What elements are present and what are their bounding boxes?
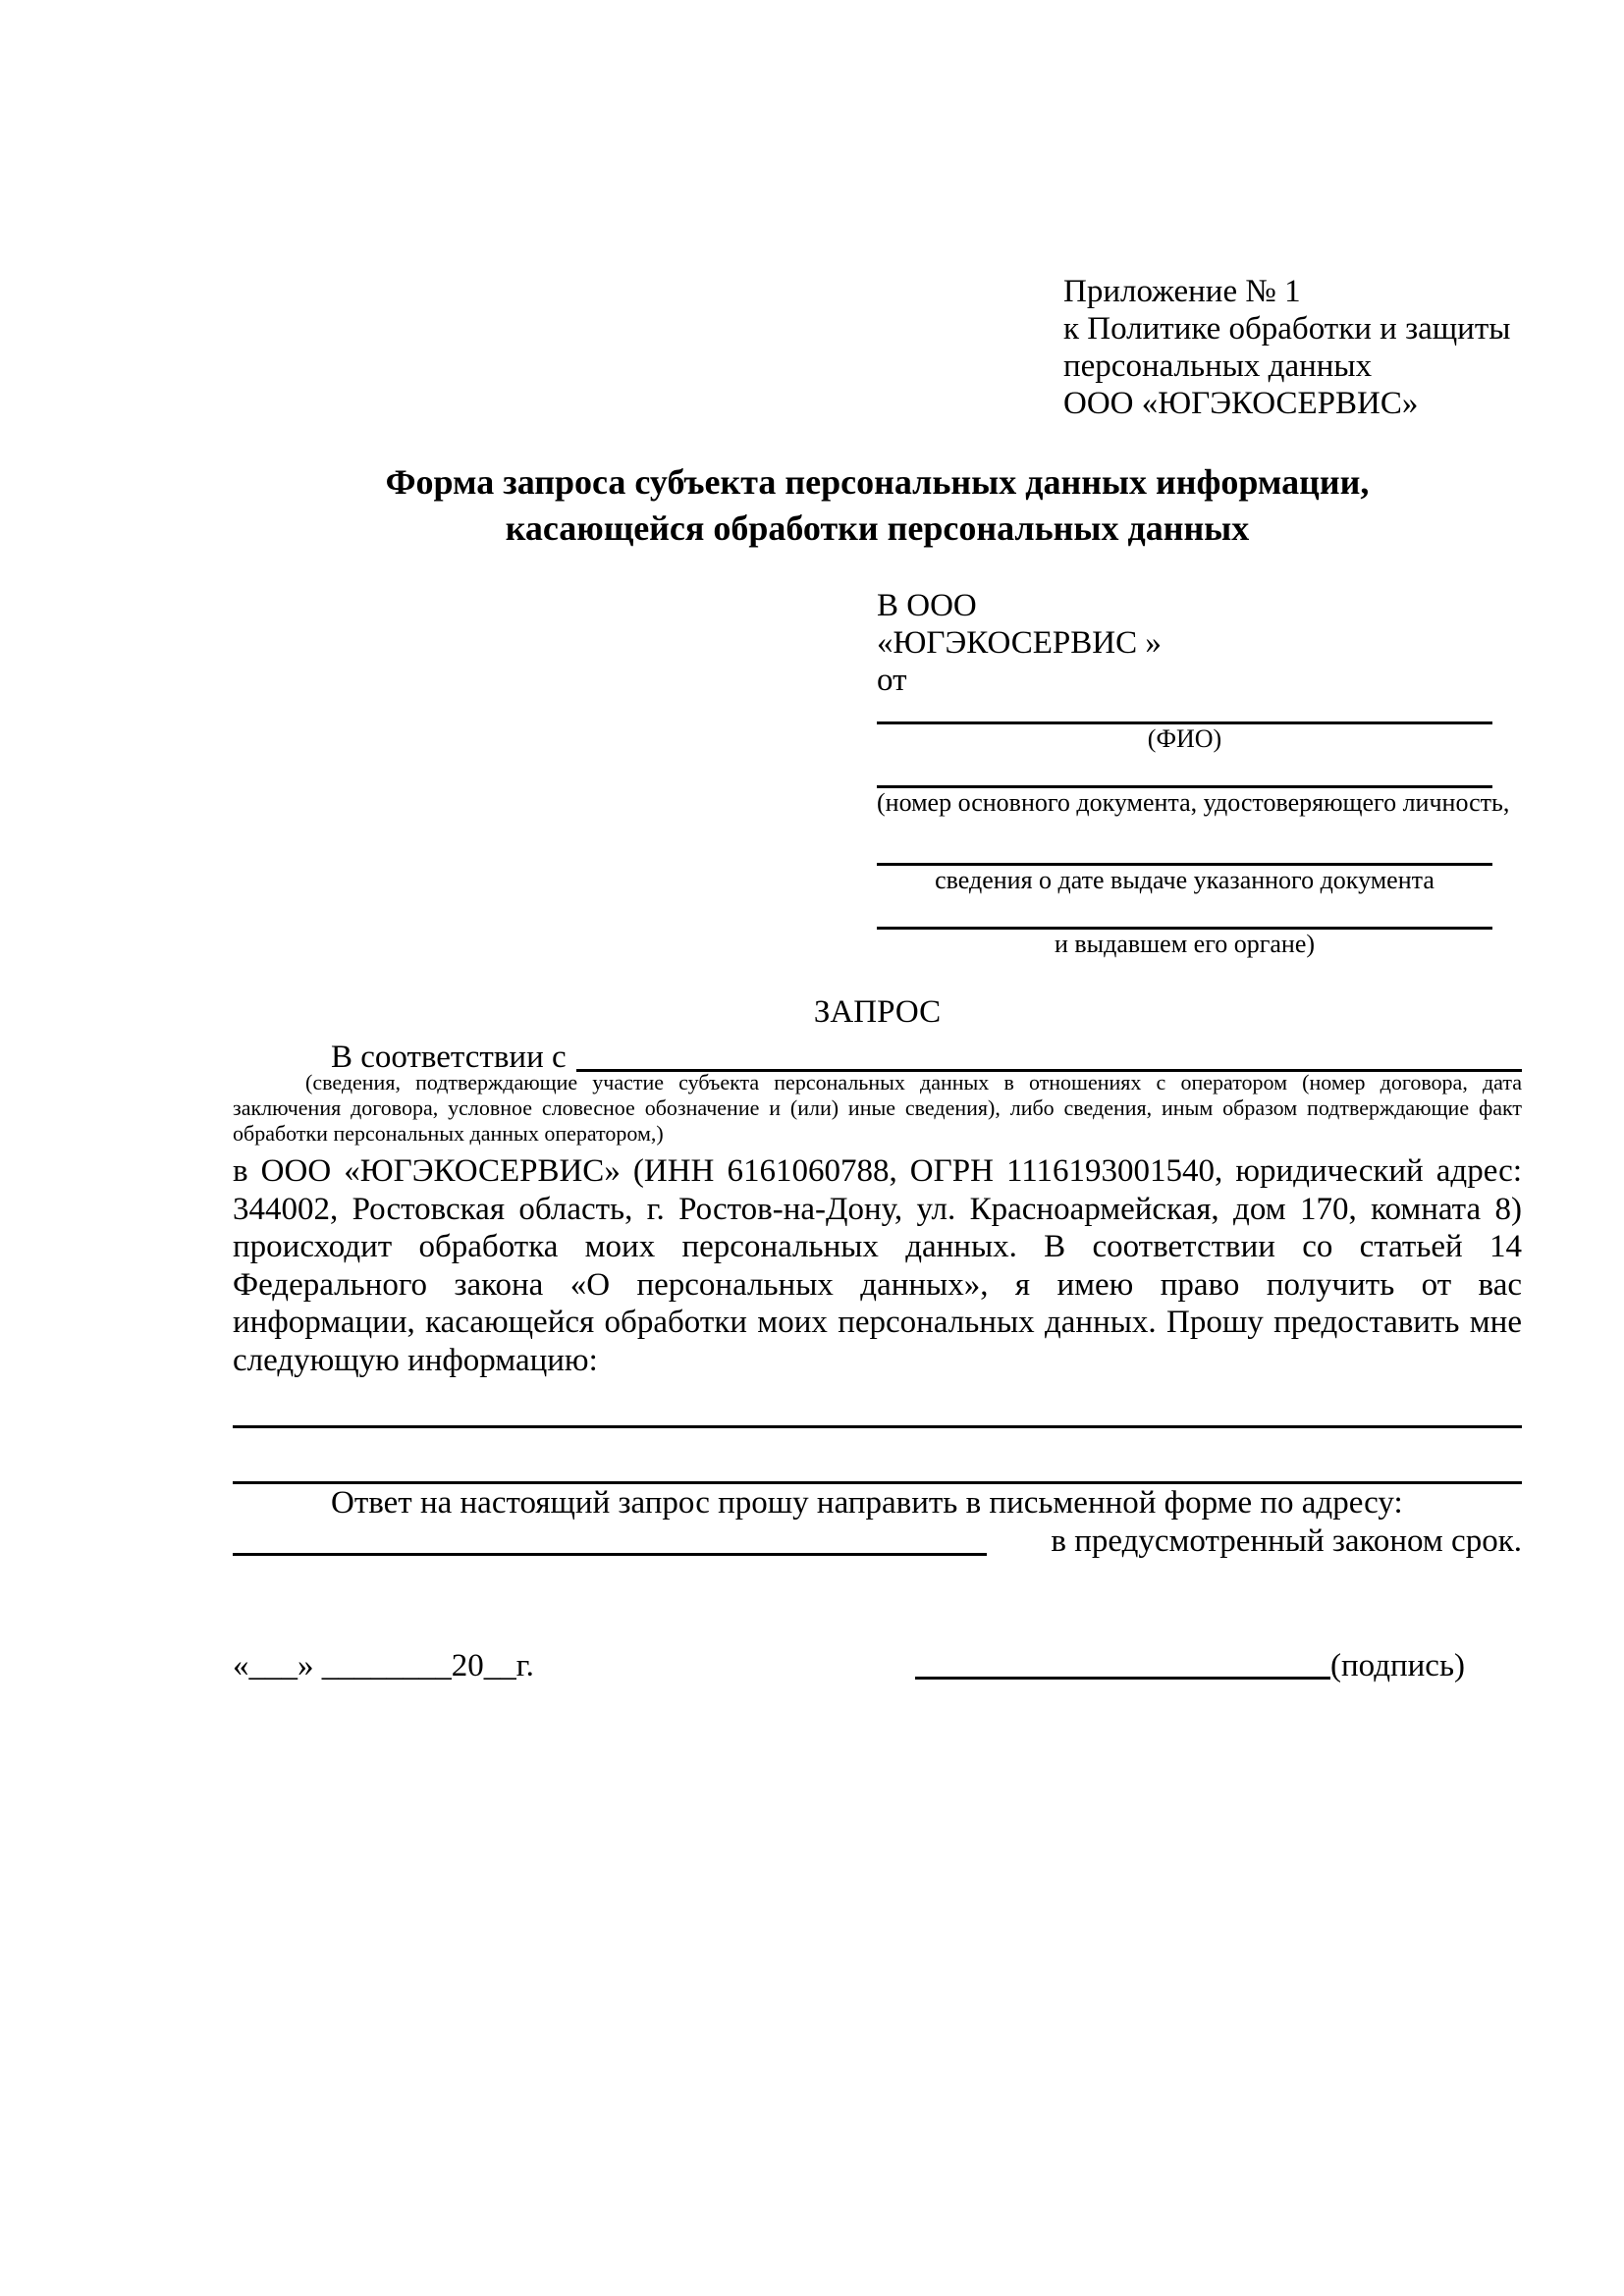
addressee-from-label: от (877, 663, 907, 698)
appendix-block (1063, 273, 1510, 422)
doc-issuer-caption: и выдавшем его органе) (1054, 930, 1316, 958)
addressee-block (877, 587, 1510, 959)
addressee-org-line-2: «ЮГЭКОСЕРВИС » (877, 625, 1162, 661)
addressee-org-line-1: В ООО (877, 588, 977, 623)
answer-tail-text: в предусмотренный законом срок. (1051, 1523, 1522, 1559)
answer-paragraph: Ответ на настоящий запрос прошу направить в письменной форме по адресу: (331, 1485, 1403, 1521)
appendix-line-4: ООО «ЮГЭКОСЕРВИС» (1063, 386, 1419, 421)
address-blank-line (233, 1553, 987, 1556)
appendix-line-1: Приложение № 1 (1063, 274, 1301, 309)
document-title-line-1: Форма запроса субъекта персональных данных информации, (385, 462, 1370, 502)
document-title-line-2: касающейся обработки персональных данных (505, 508, 1250, 548)
doc-number-caption: (номер основного документа, удостоверяющего личность, (877, 788, 1510, 817)
appendix-line-2: к Политике обработки и защиты (1063, 311, 1511, 347)
body-paragraph: в ООО «ЮГЭКОСЕРВИС» (ИНН 6161060788, ОГРН 1116193001540, юридический адрес: 344002, Ростовская область, г. Ростов-на-Дону, ул. Красноармейская, дом 170, комната 8) происходит обработка моих персональных данных. В соответствии со статьей 14 Федерального закона «О персональных данных», я имею право получить от вас информации, касающейся обработки моих персональных данных. Прошу предоставить мне следующую информацию: (233, 1153, 1522, 1378)
doc-date-caption: сведения о дате выдаче указанного документа (935, 866, 1435, 894)
signature-group (915, 1647, 1465, 1684)
address-line (233, 1522, 1522, 1561)
appendix-line-3: персональных данных (1063, 348, 1373, 384)
footer-row (233, 1647, 1522, 1690)
explanatory-note: (сведения, подтверждающие участие субъекта персональных данных в отношениях с оператором (номер договора, дата заключения договора, условное словесное обозначение и (или) иные сведения), либо сведения, иным образом подтверждающие факт обработки персональных данных оператором,) (233, 1070, 1522, 1146)
lead-text: В соответствии с (331, 1040, 567, 1075)
date-blank-field: «___» ________20__г. (233, 1648, 534, 1683)
request-heading: ЗАПРОС (813, 994, 942, 1030)
signature-blank-line (915, 1677, 1330, 1680)
document-title (233, 459, 1522, 552)
write-in-blank-line-1 (233, 1425, 1522, 1428)
fio-caption: (ФИО) (1147, 724, 1222, 753)
signature-caption: (подпись) (1330, 1648, 1465, 1683)
